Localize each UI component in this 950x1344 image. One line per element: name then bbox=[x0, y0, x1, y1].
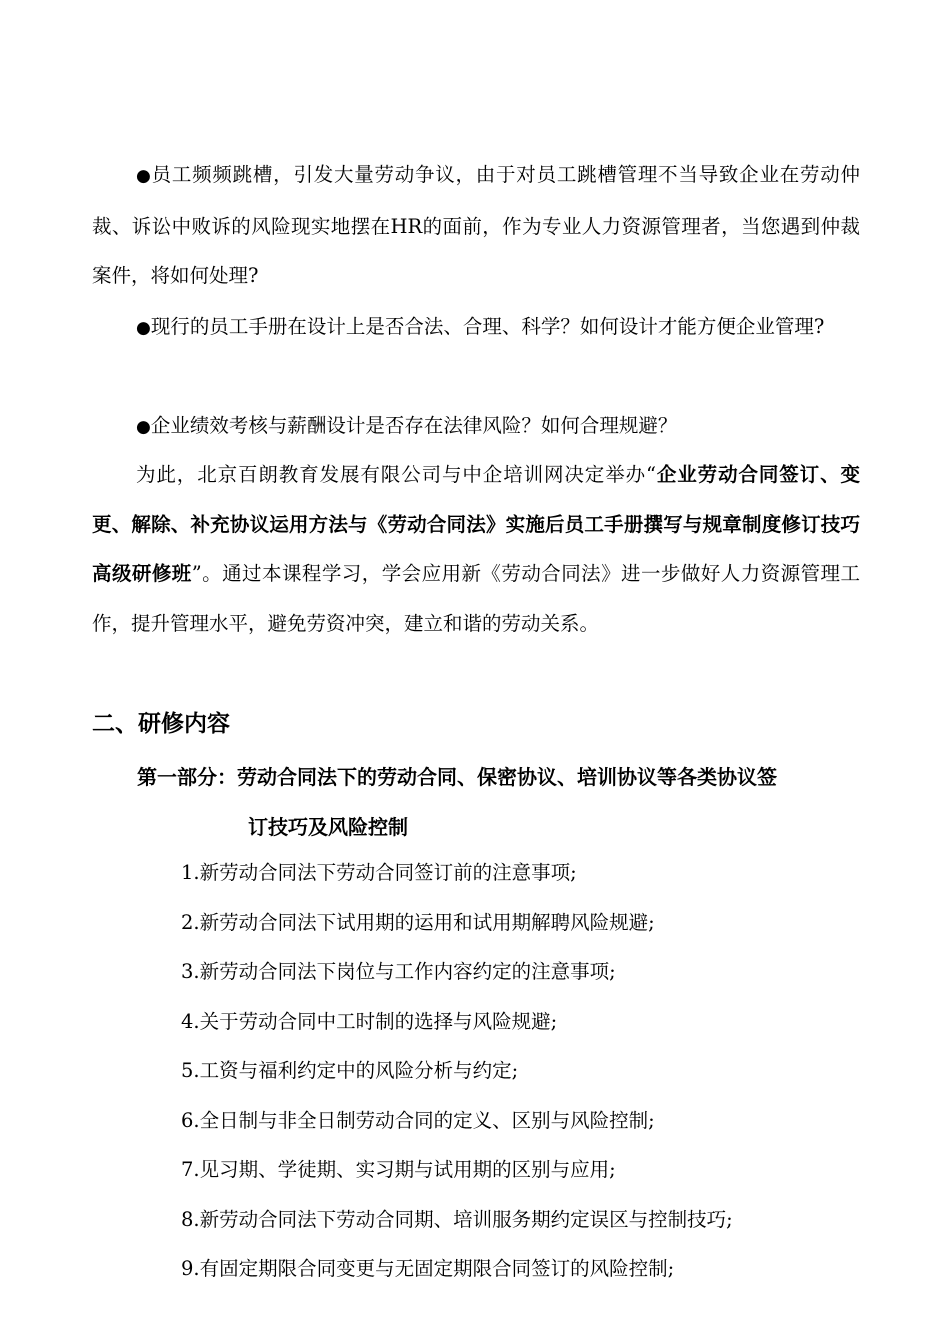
section-heading: 二、研修内容 bbox=[92, 711, 230, 737]
list-item: 7.见习期、学徒期、实习期与试用期的区别与应用; bbox=[181, 1158, 616, 1181]
bullet-paragraph bbox=[92, 150, 860, 301]
list-item: 3.新劳动合同法下岗位与工作内容约定的注意事项; bbox=[181, 960, 616, 983]
list-item: 5.工资与福利约定中的风险分析与约定; bbox=[181, 1059, 519, 1082]
list-item: 6.全日制与非全日制劳动合同的定义、区别与风险控制; bbox=[181, 1108, 655, 1132]
part-title bbox=[137, 752, 861, 852]
bullet-text: 企业绩效考核与薪酬设计是否存在法律风险？如何合理规避？ bbox=[150, 414, 678, 437]
list-item: 2.新劳动合同法下试用期的运用和试用期解聘风险规避; bbox=[181, 910, 655, 934]
bullet-paragraph bbox=[92, 401, 860, 453]
list-item: 8.新劳动合同法下劳动合同期、培训服务期约定误区与控制技巧; bbox=[181, 1207, 733, 1231]
intro-prefix: 为此，北京百朗教育发展有限公司与中企培训网决定举办“ bbox=[136, 463, 656, 486]
bullet-text: 现行的员工手册在设计上是否合法、合理、科学？如何设计才能方便企业管理? bbox=[150, 315, 825, 338]
intro-paragraph bbox=[92, 450, 860, 648]
bullet-icon: ● bbox=[136, 417, 151, 437]
intro-suffix: ”。通过本课程学习，学会应用新《劳动合同法》进一步做好人力资源管理工作，提升管理水平，避免劳资冲突，建立和谐的劳动关系。 bbox=[92, 562, 860, 635]
bullet-text: 员工频频跳槽，引发大量劳动争议，由于对员工跳槽管理不当导致企业在劳动仲裁、诉讼中败诉的风险现实地摆在HR的面前，作为专业人力资源管理者，当您遇到仲裁案件，将如何处理? bbox=[92, 163, 860, 287]
bullet-icon: ● bbox=[136, 166, 152, 186]
course-title: 企业劳动合同签订、变更、解除、补充协议运用方法与《劳动合同法》实施后员工手册撰写与规章制度修订技巧高级研修班 bbox=[92, 463, 860, 585]
bullet-icon: ● bbox=[136, 318, 151, 338]
list-item: 1.新劳动合同法下劳动合同签订前的注意事项; bbox=[181, 861, 577, 884]
list-item: 4.关于劳动合同中工时制的选择与风险规避; bbox=[181, 1009, 558, 1033]
content-list bbox=[181, 848, 733, 1294]
part-title-line-1: 第一部分：劳动合同法下的劳动合同、保密协议、培训协议等各类协议签 bbox=[137, 765, 777, 789]
part-title-line-2: 订技巧及风险控制 bbox=[248, 815, 408, 839]
list-item: 9.有固定期限合同变更与无固定期限合同签订的风险控制; bbox=[181, 1257, 675, 1280]
bullet-paragraph bbox=[92, 302, 860, 354]
